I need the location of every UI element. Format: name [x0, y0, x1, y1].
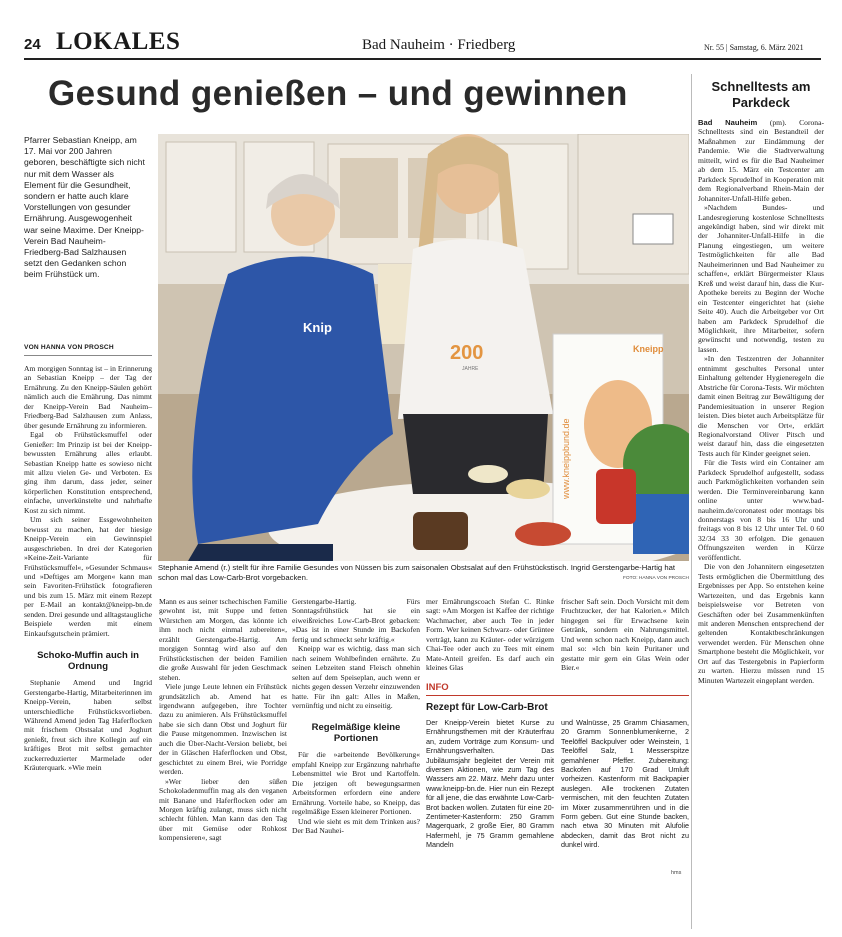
article-column-3	[292, 597, 420, 836]
photo-shirt-sub: JAHRE	[462, 366, 479, 372]
paragraph: Mann es aus seiner tschechischen Familie gewohnt ist, mit Suppe und fetten Würstchen am Morgen, das könnte ich ihm noch nicht einmal zubereiten«, erzählt Gerstengarbe-Hartig. Am morgigen Sonntag wird also auf den Frühstückstischen der beiden Familien die große Auswahl für jeden Geschmack stehen.	[159, 597, 287, 682]
paragraph: Stephanie Amend und Ingrid Gerstengarbe-Hartig, Mitarbeiterinnen im Kneipp-Verein, haben selbst unterschiedliche Frühstücksvorlieben. Während Amend jeden Tag Haferflocken mit frischem Obstsalat und Joghurt genießt, freut sich ihre Kollegin auf ein kräftiges Brot mit selbst gemachter zuckerreduzierter Marmelade oder Kräuterquark. »Wie mein	[24, 678, 152, 773]
info-box	[426, 682, 689, 907]
article-column-4	[426, 597, 554, 673]
photo-banner-text: www.kneippbund.de	[561, 418, 571, 499]
side-headline: Schnelltests am Parkdeck	[711, 79, 811, 110]
paragraph: Die von den Johannitern eingesetzten Tests ermöglichen die Übermittlung des Ergebnisses per App. So entstehen keine Wartezeiten, und das Ergebnis kann beispielsweise vor Betreten von Geschäften oder bei Zusammenkünften mit anderen Menschen entsprechend der geltenden Kontaktbeschränkungen verwendet werden. Für Menschen ohne Smartphone besteht die Möglichkeit, vor Ort auf das Testergebnis in Papierform zu warten. Hierzu müssen rund 15 Minuten Wartezeit eingeplant werden.	[698, 562, 824, 685]
paragraph: Gerstengarbe-Hartig. Fürs Sonntagsfrühstück hat sie ein eiweißreiches Low-Carb-Brot gebacken: »Das ist in einer Stunde im Backofen fertig und schmeckt sehr kräftig.«	[292, 597, 420, 644]
paragraph: mer Ernährungscoach Stefan C. Rinke sagt: »Am Morgen ist Kaffee der richtige Wachmacher, aber auch Tee in jeder Form. Wer keinen Schwarz- oder Grüntee verträgt, kann zu Kräuter- oder würzigem Chai-Tee oder auch zu Tees mit einem Mate-Anteil greifen. Es darf auch ein kleines Glas	[426, 597, 554, 673]
subhead-regelmaessige-portionen: Regelmäßige kleine Portionen	[311, 722, 401, 745]
info-label: INFO	[426, 682, 449, 693]
masthead-rule	[24, 58, 821, 60]
info-text-b: und Walnüsse, 25 Gramm Chiasamen, 20 Gramm Sonnenblumenkerne, 2 Teelöffel Backpulver oder Weinstein, 1 Teelöffel Salz, 1 Messerspitze gemahlener Pfeffer. Zubereitung: Backofen auf 170 Grad Umluft vorheizen. Kastenform mit Backpapier auslegen. Alle trockenen Zutaten vermischen, mit den feuchten Zutaten im Mixer zusammenrühren und in die Form geben. Gut eine Stunde backen, nach etwa 30 Minuten mit Alufolie abdecken, damit das Brot nicht zu dunkel wird.	[561, 718, 689, 850]
side-article-body	[698, 118, 824, 685]
byline-rule	[24, 355, 152, 356]
byline: VON HANNA VON PROSCH	[24, 344, 114, 351]
paragraph: Am morgigen Sonntag ist – in Erinnerung an Sebastian Kneipp – der Tag der Ernährung. Zu den Kneipp-Säulen gehört nämlich auch die Ernährung. Das nimmt der Kneipp-Verein Bad Nauheim–Friedberg-Bad Salzhausen zum Anlass, über gesunde Ernährung zu informieren.	[24, 364, 152, 430]
photo-banner-logo: Kneipp	[633, 344, 664, 354]
kitchen-photo-illustration	[158, 134, 689, 561]
page-number: 24	[24, 36, 41, 53]
paragraph: Und wie sieht es mit dem Trinken aus? Der Bad Nauhei-	[292, 816, 420, 836]
paragraph	[698, 118, 824, 203]
photo-credit: FOTO: HANNA VON PROSCH	[622, 576, 689, 581]
article-column-5	[561, 597, 689, 673]
paragraph: »Nachdem Bundes- und Landesregierung kostenlose Schnelltests angekündigt haben, sind wir direkt mit der Johanniter-Unfall-Hilfe in die Planung eingestiegen, um weitere Testmöglichkeiten für alle Bad Nauheimerinnen und Bad Nauheimer zu schaffen«, erklärt Bürgermeister Klaus Kreß und weist darauf hin, dass die Kur-Apotheke bereits zu Beginn der Woche ein Testcenter eingerichtet hat (siehe Seite 40). Auch die Arbeitgeber vor Ort haben am Parkdeck Sprudelhof die Möglichkeit, ihre Mitarbeiter, sofern gewünscht und notwendig, testen zu lassen.	[698, 203, 824, 354]
info-text-a: Der Kneipp-Verein bietet Kurse zu Ernährungsthemen mit der Kräuterfrau an, zudem Vorträge zum Konsum- und Ernährungsverhalten. Das Jubiläumsjahr begleitet der Verein mit diversen Aktionen, wie zum Tag des Wassers am 22. März. Mehr dazu unter www.kneipp-bn.de. Hier nun ein Rezept für all jene, die das erwähnte Low-Carb-Brot backen wollen. Zutaten für eine 20-Zentimeter-Kastenform: 250 Gramm Magerquark, 2 große Eier, 80 Gramm Hafermehl, je 75 Gramm gemahlene Mandeln	[426, 718, 554, 850]
paragraph: Für die »arbeitende Bevölkerung« empfahl Kneipp zur Ergänzung nahrhafte Lebensmittel wie Brot und Kartoffeln. Die jetzigen oft bewegungsarmen Arbeitsformen erfordern eine andere Ernährung. Vorteile habe, so Kneipp, das regelmäßige Essen kleinerer Portionen.	[292, 750, 420, 817]
article-photo	[158, 134, 689, 561]
photo-logo-left: Knip	[303, 320, 332, 335]
teaser: Pfarrer Sebastian Kneipp, am 17. Mai vor 200 Jahren geboren, beschäftigte sich nicht nur mit dem Wasser als Element für die Gesundheit, sondern er hatte auch klare Vorstellungen von gesunder Ernährung. Ausgewogenheit war seine Maxime. Der Kneipp-Verein Bad Nauheim-Friedberg-Bad Salzhausen setzt den Gedanken schon beim Frühstück um.	[24, 135, 145, 280]
article-column-2	[159, 597, 287, 843]
paragraph-text: (pm). Corona-Schnelltests sind ein Bestandteil der Maßnahmen zur Eindämmung der Pandemie. Wie die Stadtverwaltung mitteilt, wird es für die Bad Nauheimer ab dem 15. März ein Testcenter am Parkdeck Sprudelhof in Kooperation mit dem Regionalverband Rhein-Main der Johanniter-Unfall-Hilfe geben.	[698, 118, 824, 203]
photo-caption: Stephanie Amend (r.) stellt für ihre Familie Gesundes von Nüssen bis zum saisonalen Obstsalat auf den Frühstückstisch. Ingrid Gerstengarbe-Hartig hat schon mal das Low-Carb-Brot vorgebacken.	[158, 563, 676, 582]
side-column-rule	[691, 74, 692, 929]
issue-info: Nr. 55 | Samstag, 6. März 2021	[704, 43, 804, 52]
paragraph: Kneipp war es wichtig, dass man sich nach seinem Wohlbefinden ernährte. Zu seinen Lebzeiten stand Fleisch ohnehin selten auf dem Speiseplan, auch wenn er nichts gegen dessen Verzehr einzuwenden hatte. Für ihn galt: Alles in Maßen, vernünftig und nicht zu einseitig.	[292, 644, 420, 710]
paragraph: Viele junge Leute lehnen ein Frühstück grundsätzlich ab. Amend hat es irgendwann aufgegeben, ihre Tochter dazu zu animieren. Als Frühstücksmuffel habe sie sich dann Obst und Joghurt für die Pause mitgenommen. Inzwischen ist auch die Über-Nacht-Version beliebt, bei der in Gläschen Haferflocken und Obst, geschichtet zu einem Brei, wie Porridge werden.	[159, 682, 287, 777]
paragraph: »In den Testzentren der Johanniter entnimmt geschultes Personal unter Einhaltung geltender Hygieneregeln die Abstriche für Corona-Tests. Wir möchten damit einen Beitrag zur Bewältigung der Pandemiesituation in unserer Region leisten. Dies bietet auch Arbeitsplätze für die Menschen vor Ort«, erklärt Regionalvorstand Oliver Pitsch und weist darauf hin, dass die eingesetzten Tests auch für Kinder geeignet seien.	[698, 354, 824, 458]
edition-name: Bad Nauheim · Friedberg	[362, 37, 516, 53]
info-signature: hms	[671, 870, 682, 876]
paragraph: frischer Saft sein. Doch Vorsicht mit dem Fruchtzucker, der hat Kalorien.« Milch hingegen sei für Erwachsene kein Getränk, sondern ein Nahrungsmittel. Und wenn schon nach Kneipp, dann auch mal so: »Ich bin kein Puritaner und gestatte mir gern ein Glas Wein oder Bier.«	[561, 597, 689, 673]
masthead	[24, 28, 824, 58]
subhead-schoko-muffin: Schoko-Muffin auch in Ordnung	[37, 650, 139, 673]
article-column-1	[24, 364, 152, 773]
info-title: Rezept für Low-Carb-Brot	[426, 702, 548, 713]
paragraph: Egal ob Frühstücksmuffel oder Genießer: Im Prinzip ist bei der Kneipp-bewussten Ernährung alles erlaubt. Sebastian Kneipp hatte es sowieso nicht mit allzu vielen Ge- und Verboten. Es ging ihm darum, dass jeder, seiner körperlichen Konstitution entsprechend, einfache, unverkünstelte und nahrhafte Kost zu sich nimmt.	[24, 430, 152, 515]
paragraph: Um sich seiner Essgewohnheiten bewusst zu machen, hat der hiesige Kneipp-Verein ein Gewinnspiel ausgeschrieben. In drei der Kategorien »Keine-Zeit-Variante für Frühstücksmuffel«, »Gesunder Schmaus« und »Deftiges am Morgen« kann man sein Favoriten-Frühstück fotografieren und bis zum 15. März mit einem Rezept per E-Mail an kontakt@kneipp-bn.de senden. Drei gesunde und alltagstaugliche Beispiele werden mit einem Einkaufsgutschein prämiert.	[24, 515, 152, 638]
section-title: LOKALES	[56, 28, 181, 55]
photo-shirt-text: 200	[450, 342, 484, 364]
paragraph: »Wer lieber den süßen Schokoladenmuffin mag als den veganen mit Banane und Haferflocken oder am Morgen kräftig zulangt, muss sich nicht schlecht fühlen. Man kann das den Tag über mit Gemüse oder Rohkost kompensieren«, sagt	[159, 776, 287, 843]
info-rule	[426, 695, 689, 696]
paragraph: Für die Tests wird ein Container am Parkdeck Sprudelhof aufgestellt, sodass auch Parkmöglichkeiten vorhanden sein werden. Die Terminvereinbarung kann online unter www.bad-nauheim.de/coronatest oder montags bis donnerstags von 8 bis 16 Uhr und freitags von 8 bis 12 Uhr unter Tel. 0 60 32/34 33 30 erfolgen. Die genauen Öffnungszeiten werden in Kürze veröffentlicht.	[698, 458, 824, 562]
side-dateline: Bad Nauheim	[698, 118, 758, 127]
headline: Gesund genießen – und gewinnen	[48, 74, 628, 113]
